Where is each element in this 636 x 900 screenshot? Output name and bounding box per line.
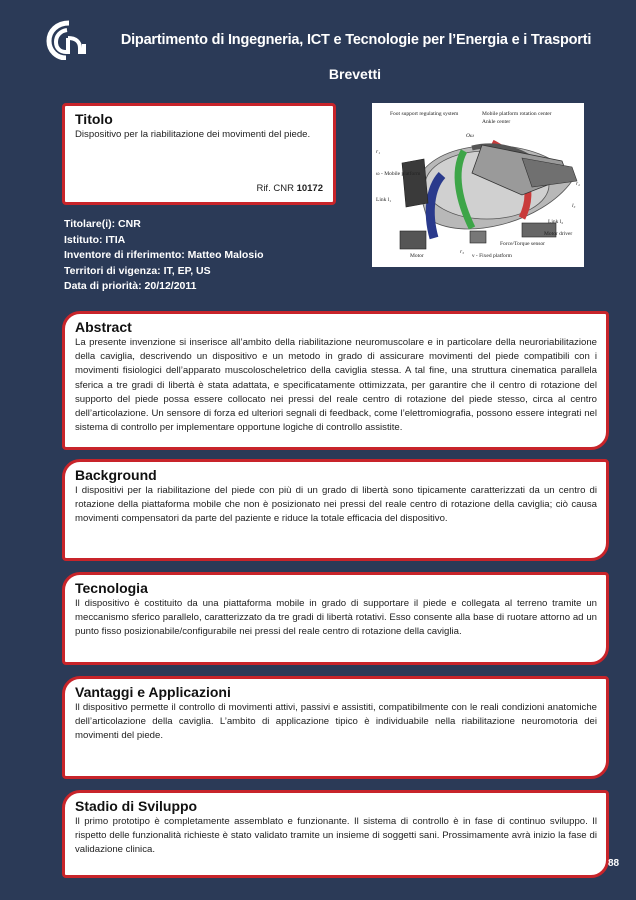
- background-heading: Background: [75, 467, 157, 483]
- vantaggi-text: Il dispositivo permette il controllo di movimenti attivi, passivi e assistiti, compatibilmente con le reali condizioni anatomiche dell’articolazione della caviglia. L’ambito di applicazione tipico è individuabile nella riabilitazione neuromotoria dei movimenti del piede.: [75, 702, 597, 742]
- titolo-text: Dispositivo per la riabilitazione dei movimenti del piede.: [75, 129, 311, 140]
- label-fixed-platform: ν - Fixed platform: [472, 253, 512, 259]
- label-link1: Link l₁: [376, 197, 392, 203]
- abstract-text: La presente invenzione si inserisce all’ambito della riabilitazione neuromuscolare e in particolare della neuroriabilitazione della caviglia, descrivendo un dispositivo e un metodo in grado di assicurare movimenti del piede compatibili con i movimenti fisiologici dell’apparato muscoloscheletrico della caviglia stessa. A tal fine, una struttura cinematica parallela sferica a tre gradi di libertà è stata adattata, e specificatamente ottimizzata, per garantire che il centro di rotazione del supporto del piede possa essere collocato nei pressi del reale centro di rotazione del piede stesso, circa al centro dell’articolazione. Un sensore di forza ed ulteriori segnali di feedback, come l’elettromiografia, possono essere integrati nel sistema di controllo per implementare opportune logiche di controllo assistite.: [75, 337, 597, 434]
- tecnologia-box: [62, 572, 609, 665]
- cnr-logo: [46, 20, 92, 60]
- patent-info: [64, 217, 264, 295]
- section-title: Brevetti: [328, 66, 382, 82]
- tecnologia-heading: Tecnologia: [75, 580, 148, 596]
- label-link2: Link l₂: [548, 219, 564, 225]
- tecnologia-text: Il dispositivo è costituito da una piattaforma mobile in grado di supportare il piede e collegata al terreno tramite un meccanismo sferico parallelo, caratterizzato da tre gradi di libertà rotativi. Esso consente alla base di ruotare attorno ad un punto fisso posizionabile/configurabile nei pressi del reale centro di rotazione della caviglia.: [75, 598, 597, 638]
- label-o-omega: Oω: [466, 133, 474, 139]
- stadio-box: [62, 790, 609, 878]
- label-r3: r₃: [460, 249, 465, 255]
- vantaggi-heading: Vantaggi e Applicazioni: [75, 684, 231, 700]
- stadio-text: Il primo prototipo è completamente assemblato e funzionante. Il sistema di controllo è in fase di continuo sviluppo. Il rispetto delle funzionalità richieste è stato validato tramite un insieme di soggetti sani. Prossimamente avrà inizio la fase di validazione clinica.: [75, 816, 597, 856]
- label-r2: r₂: [576, 181, 581, 187]
- label-r1: r₁: [376, 149, 381, 155]
- label-force-sensor: Force/Torque sensor: [500, 241, 545, 247]
- info-inventore: Inventore di riferimento: Matteo Malosio: [64, 249, 264, 262]
- info-istituto: Istituto: ITIA: [64, 233, 126, 246]
- label-mobile-platform: ω - Mobile platform: [376, 171, 421, 177]
- abstract-heading: Abstract: [75, 319, 132, 335]
- titolo-box: [62, 103, 336, 205]
- info-titolare: Titolare(i): CNR: [64, 218, 141, 230]
- label-motor-driver: Motor driver: [544, 231, 573, 237]
- info-data: Data di priorità: 20/12/2011: [64, 280, 197, 293]
- label-l3: l₃: [572, 203, 576, 209]
- device-diagram: [372, 103, 584, 267]
- background-box: [62, 459, 609, 561]
- background-text: I dispositivi per la riabilitazione del piede con più di un grado di libertà sono tipicamente caratterizzati da un centro di rotazione della piattaforma mobile che non è posizionato nei pressi del reale centro di rotazione della caviglia; ciò causa movimenti compensatori da parte del paziente e riduce la totale efficacia del dispositivo.: [75, 485, 597, 525]
- stadio-heading: Stadio di Sviluppo: [75, 798, 198, 814]
- label-foot-support: Foot support regulating system: [390, 111, 459, 117]
- info-territori: Territori di vigenza: IT, EP, US: [64, 264, 211, 277]
- department-title: Dipartimento di Ingegneria, ICT e Tecnologie per l’Energia e i Trasporti: [120, 32, 592, 48]
- titolo-heading: Titolo: [75, 111, 113, 127]
- label-motor: Motor: [410, 253, 424, 259]
- vantaggi-box: [62, 676, 609, 779]
- abstract-box: [62, 311, 609, 450]
- page-number: 88: [608, 858, 620, 869]
- label-mobile-rotation: Mobile platform rotation center: [482, 111, 552, 117]
- label-ankle-center: Ankle center: [482, 119, 511, 125]
- ref-number: Rif. CNR 10172: [256, 183, 323, 194]
